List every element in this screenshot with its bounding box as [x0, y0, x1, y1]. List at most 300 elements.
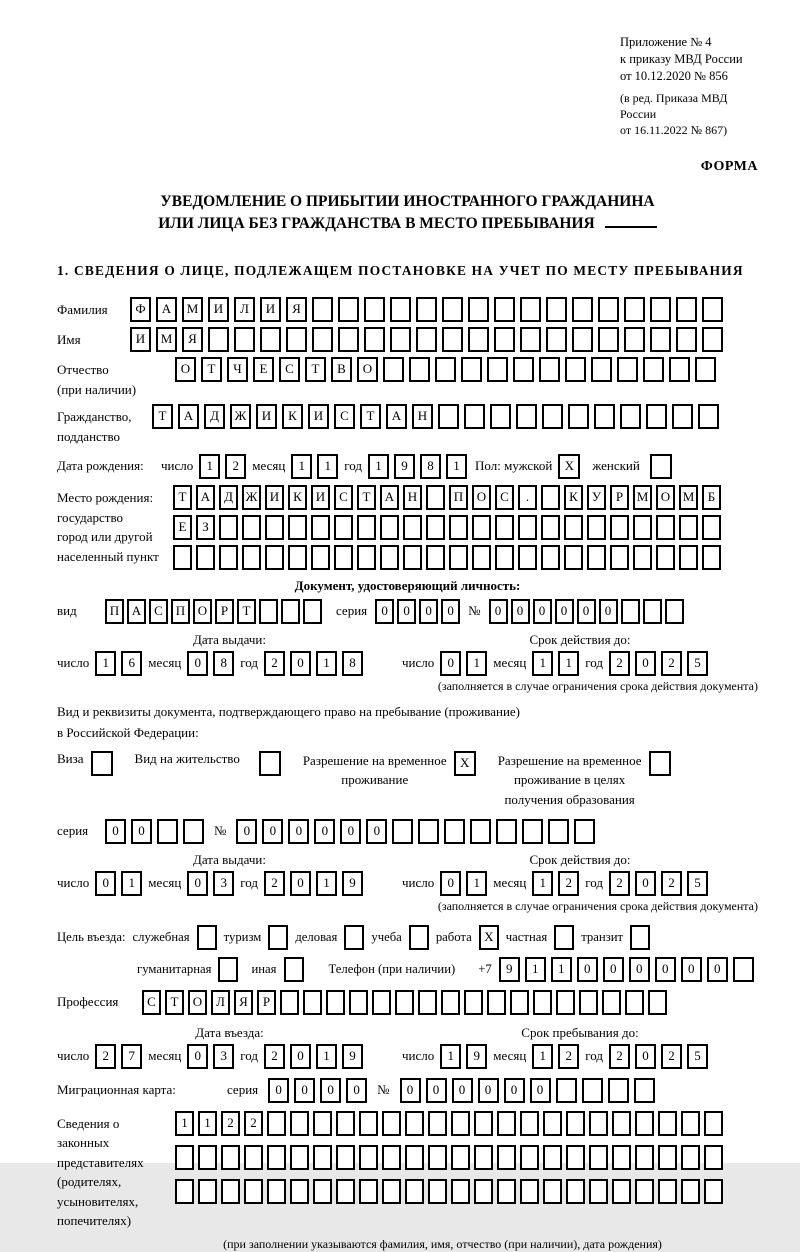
form-cell[interactable]: [518, 515, 537, 540]
form-cell[interactable]: 2: [221, 1111, 240, 1136]
form-cell[interactable]: [589, 1179, 608, 1204]
form-cell[interactable]: [426, 545, 445, 570]
form-cell[interactable]: 2: [264, 871, 285, 896]
form-cell[interactable]: 0: [478, 1078, 499, 1103]
form-cell[interactable]: [382, 1145, 401, 1170]
form-cell[interactable]: 0: [95, 871, 116, 896]
form-cell[interactable]: Т: [201, 357, 222, 382]
form-cell[interactable]: [681, 1145, 700, 1170]
form-cell[interactable]: [390, 327, 411, 352]
form-cell[interactable]: [635, 1179, 654, 1204]
form-cell[interactable]: Е: [253, 357, 274, 382]
form-cell[interactable]: 2: [225, 454, 246, 479]
form-cell[interactable]: 0: [397, 599, 416, 624]
form-cell[interactable]: [312, 327, 333, 352]
form-cell[interactable]: 0: [187, 1044, 208, 1069]
form-cell[interactable]: [418, 990, 437, 1015]
form-cell[interactable]: [624, 297, 645, 322]
form-cell[interactable]: А: [386, 404, 407, 429]
form-cell[interactable]: 0: [290, 1044, 311, 1069]
residence-valid-year-cells[interactable]: [609, 871, 708, 896]
form-cell[interactable]: [312, 297, 333, 322]
form-cell[interactable]: [219, 545, 238, 570]
form-cell[interactable]: А: [178, 404, 199, 429]
form-cell[interactable]: [589, 1111, 608, 1136]
form-cell[interactable]: 1: [446, 454, 467, 479]
form-cell[interactable]: [543, 1111, 562, 1136]
form-cell[interactable]: 0: [603, 957, 624, 982]
form-cell[interactable]: [566, 1145, 585, 1170]
form-cell[interactable]: 0: [440, 871, 461, 896]
form-cell[interactable]: [543, 1145, 562, 1170]
form-cell[interactable]: [416, 327, 437, 352]
form-cell[interactable]: [494, 297, 515, 322]
form-cell[interactable]: [676, 297, 697, 322]
form-cell[interactable]: [494, 327, 515, 352]
form-cell[interactable]: [219, 515, 238, 540]
sex-female-checkbox[interactable]: [650, 454, 672, 479]
form-cell[interactable]: 1: [466, 871, 487, 896]
form-cell[interactable]: [435, 357, 456, 382]
form-cell[interactable]: [326, 990, 345, 1015]
form-cell[interactable]: 0: [577, 599, 596, 624]
form-cell[interactable]: О: [188, 990, 207, 1015]
form-cell[interactable]: 2: [609, 651, 630, 676]
form-cell[interactable]: [546, 327, 567, 352]
form-cell[interactable]: 0: [375, 599, 394, 624]
form-cell[interactable]: [702, 297, 723, 322]
form-cell[interactable]: [244, 1179, 263, 1204]
form-cell[interactable]: [444, 819, 465, 844]
form-cell[interactable]: [624, 327, 645, 352]
form-cell[interactable]: [634, 1078, 655, 1103]
form-cell[interactable]: [267, 1111, 286, 1136]
form-cell[interactable]: [582, 1078, 603, 1103]
form-cell[interactable]: [265, 515, 284, 540]
form-cell[interactable]: 1: [551, 957, 572, 982]
birthdate-day-cells[interactable]: [199, 454, 246, 479]
form-cell[interactable]: У: [587, 485, 606, 510]
form-cell[interactable]: [474, 1179, 493, 1204]
form-cell[interactable]: П: [105, 599, 124, 624]
stay-day-cells[interactable]: [440, 1044, 487, 1069]
form-cell[interactable]: 1: [316, 651, 337, 676]
form-cell[interactable]: [383, 357, 404, 382]
phone-cells[interactable]: [499, 957, 754, 982]
form-cell[interactable]: [359, 1145, 378, 1170]
form-cell[interactable]: 3: [213, 1044, 234, 1069]
form-cell[interactable]: [543, 1179, 562, 1204]
form-cell[interactable]: Е: [173, 515, 192, 540]
form-cell[interactable]: [472, 545, 491, 570]
form-cell[interactable]: [390, 297, 411, 322]
purpose-official-checkbox[interactable]: [197, 925, 217, 950]
form-cell[interactable]: 8: [342, 651, 363, 676]
form-cell[interactable]: [464, 990, 483, 1015]
form-cell[interactable]: С: [149, 599, 168, 624]
form-cell[interactable]: [579, 990, 598, 1015]
form-cell[interactable]: 1: [558, 651, 579, 676]
entry-year-cells[interactable]: [264, 1044, 363, 1069]
birthdate-month-cells[interactable]: [291, 454, 338, 479]
form-cell[interactable]: [336, 1111, 355, 1136]
form-cell[interactable]: [405, 1145, 424, 1170]
form-cell[interactable]: 3: [213, 871, 234, 896]
form-cell[interactable]: 0: [635, 871, 656, 896]
form-cell[interactable]: [681, 1111, 700, 1136]
purpose-private-checkbox[interactable]: [554, 925, 574, 950]
form-cell[interactable]: [520, 1111, 539, 1136]
form-cell[interactable]: [198, 1179, 217, 1204]
form-cell[interactable]: [259, 599, 278, 624]
form-cell[interactable]: [679, 545, 698, 570]
residence-permit-checkbox[interactable]: [259, 751, 281, 776]
form-cell[interactable]: [451, 1111, 470, 1136]
form-cell[interactable]: [303, 990, 322, 1015]
form-cell[interactable]: [522, 819, 543, 844]
doc-valid-year-cells[interactable]: [609, 651, 708, 676]
purpose-tourism-checkbox[interactable]: [268, 925, 288, 950]
form-cell[interactable]: О: [193, 599, 212, 624]
form-cell[interactable]: Т: [360, 404, 381, 429]
form-cell[interactable]: 0: [294, 1078, 315, 1103]
form-cell[interactable]: [556, 1078, 577, 1103]
form-cell[interactable]: [704, 1179, 723, 1204]
form-cell[interactable]: [612, 1179, 631, 1204]
form-cell[interactable]: 1: [291, 454, 312, 479]
form-cell[interactable]: А: [380, 485, 399, 510]
form-cell[interactable]: Д: [219, 485, 238, 510]
form-cell[interactable]: [288, 545, 307, 570]
form-cell[interactable]: [598, 297, 619, 322]
form-cell[interactable]: С: [495, 485, 514, 510]
residence-issue-year-cells[interactable]: [264, 871, 363, 896]
form-cell[interactable]: [679, 515, 698, 540]
form-cell[interactable]: [242, 515, 261, 540]
form-cell[interactable]: 1: [532, 871, 553, 896]
form-cell[interactable]: [313, 1111, 332, 1136]
form-cell[interactable]: [633, 515, 652, 540]
form-cell[interactable]: М: [633, 485, 652, 510]
form-cell[interactable]: 0: [655, 957, 676, 982]
form-cell[interactable]: [650, 327, 671, 352]
form-cell[interactable]: 0: [635, 1044, 656, 1069]
form-cell[interactable]: И: [260, 297, 281, 322]
form-cell[interactable]: 0: [187, 871, 208, 896]
form-cell[interactable]: [656, 545, 675, 570]
form-cell[interactable]: [357, 545, 376, 570]
form-cell[interactable]: И: [256, 404, 277, 429]
purpose-business-checkbox[interactable]: [344, 925, 364, 950]
form-cell[interactable]: [643, 599, 662, 624]
form-cell[interactable]: [572, 297, 593, 322]
form-cell[interactable]: 1: [466, 651, 487, 676]
form-cell[interactable]: 0: [346, 1078, 367, 1103]
stay-month-cells[interactable]: [532, 1044, 579, 1069]
form-cell[interactable]: [313, 1179, 332, 1204]
form-cell[interactable]: [566, 1179, 585, 1204]
form-cell[interactable]: [221, 1145, 240, 1170]
form-cell[interactable]: Л: [211, 990, 230, 1015]
form-cell[interactable]: 0: [504, 1078, 525, 1103]
form-cell[interactable]: 1: [532, 1044, 553, 1069]
form-cell[interactable]: 0: [288, 819, 309, 844]
form-cell[interactable]: [196, 545, 215, 570]
form-cell[interactable]: 1: [95, 651, 116, 676]
form-cell[interactable]: 0: [131, 819, 152, 844]
form-cell[interactable]: [267, 1179, 286, 1204]
form-cell[interactable]: О: [175, 357, 196, 382]
form-cell[interactable]: [587, 545, 606, 570]
birthplace-row2-cells[interactable]: [173, 515, 721, 540]
form-cell[interactable]: [650, 297, 671, 322]
form-cell[interactable]: Р: [610, 485, 629, 510]
form-cell[interactable]: [336, 1145, 355, 1170]
form-cell[interactable]: [338, 297, 359, 322]
form-cell[interactable]: [405, 1179, 424, 1204]
form-cell[interactable]: [244, 1145, 263, 1170]
form-cell[interactable]: [334, 515, 353, 540]
form-cell[interactable]: [451, 1179, 470, 1204]
form-cell[interactable]: 0: [489, 599, 508, 624]
form-cell[interactable]: 2: [264, 651, 285, 676]
residence-number-cells[interactable]: [236, 819, 595, 844]
form-cell[interactable]: [702, 545, 721, 570]
form-cell[interactable]: 1: [532, 651, 553, 676]
form-cell[interactable]: 0: [105, 819, 126, 844]
purpose-study-checkbox[interactable]: [409, 925, 429, 950]
form-cell[interactable]: [349, 990, 368, 1015]
form-cell[interactable]: [497, 1111, 516, 1136]
form-cell[interactable]: [568, 404, 589, 429]
form-cell[interactable]: [520, 297, 541, 322]
form-cell[interactable]: 0: [533, 599, 552, 624]
form-cell[interactable]: [364, 327, 385, 352]
form-cell[interactable]: [157, 819, 178, 844]
form-cell[interactable]: 0: [268, 1078, 289, 1103]
citizenship-cells[interactable]: [152, 404, 719, 429]
form-cell[interactable]: 0: [629, 957, 650, 982]
form-cell[interactable]: [648, 990, 667, 1015]
migration-series-cells[interactable]: [268, 1078, 367, 1103]
form-cell[interactable]: [704, 1145, 723, 1170]
form-cell[interactable]: [474, 1111, 493, 1136]
form-cell[interactable]: Н: [412, 404, 433, 429]
form-cell[interactable]: [288, 515, 307, 540]
form-cell[interactable]: [290, 1145, 309, 1170]
purpose-work-checkbox[interactable]: X: [479, 925, 499, 950]
residence-issue-month-cells[interactable]: [187, 871, 234, 896]
form-cell[interactable]: [260, 327, 281, 352]
form-cell[interactable]: 8: [420, 454, 441, 479]
form-cell[interactable]: [303, 599, 322, 624]
form-cell[interactable]: [409, 357, 430, 382]
form-cell[interactable]: [610, 515, 629, 540]
form-cell[interactable]: [428, 1111, 447, 1136]
form-cell[interactable]: 9: [499, 957, 520, 982]
form-cell[interactable]: 9: [342, 871, 363, 896]
form-cell[interactable]: Т: [357, 485, 376, 510]
form-cell[interactable]: [635, 1145, 654, 1170]
form-cell[interactable]: [468, 327, 489, 352]
form-cell[interactable]: Д: [204, 404, 225, 429]
form-cell[interactable]: А: [156, 297, 177, 322]
form-cell[interactable]: [265, 545, 284, 570]
form-cell[interactable]: [395, 990, 414, 1015]
form-cell[interactable]: [695, 357, 716, 382]
form-cell[interactable]: [281, 599, 300, 624]
form-cell[interactable]: Н: [403, 485, 422, 510]
form-cell[interactable]: М: [156, 327, 177, 352]
form-cell[interactable]: [442, 327, 463, 352]
representatives-row2-cells[interactable]: [175, 1145, 723, 1170]
form-cell[interactable]: [474, 1145, 493, 1170]
form-cell[interactable]: [591, 357, 612, 382]
form-cell[interactable]: 7: [121, 1044, 142, 1069]
form-cell[interactable]: 0: [635, 651, 656, 676]
form-cell[interactable]: Ж: [230, 404, 251, 429]
form-cell[interactable]: 0: [262, 819, 283, 844]
form-cell[interactable]: [338, 327, 359, 352]
form-cell[interactable]: [656, 515, 675, 540]
form-cell[interactable]: [357, 515, 376, 540]
form-cell[interactable]: И: [265, 485, 284, 510]
form-cell[interactable]: [625, 990, 644, 1015]
form-cell[interactable]: [541, 515, 560, 540]
form-cell[interactable]: [286, 327, 307, 352]
form-cell[interactable]: 2: [244, 1111, 263, 1136]
purpose-transit-checkbox[interactable]: [630, 925, 650, 950]
form-cell[interactable]: [392, 819, 413, 844]
form-cell[interactable]: [242, 545, 261, 570]
form-cell[interactable]: [566, 1111, 585, 1136]
form-cell[interactable]: [183, 819, 204, 844]
form-cell[interactable]: [461, 357, 482, 382]
form-cell[interactable]: [336, 1179, 355, 1204]
form-cell[interactable]: К: [282, 404, 303, 429]
residence-series-cells[interactable]: [105, 819, 204, 844]
form-cell[interactable]: 0: [290, 871, 311, 896]
form-cell[interactable]: [516, 404, 537, 429]
form-cell[interactable]: 6: [121, 651, 142, 676]
form-cell[interactable]: 0: [236, 819, 257, 844]
form-cell[interactable]: [548, 819, 569, 844]
form-cell[interactable]: [451, 1145, 470, 1170]
form-cell[interactable]: [198, 1145, 217, 1170]
form-cell[interactable]: [173, 545, 192, 570]
form-cell[interactable]: [541, 545, 560, 570]
form-cell[interactable]: [495, 515, 514, 540]
form-cell[interactable]: [587, 515, 606, 540]
form-cell[interactable]: [620, 404, 641, 429]
form-cell[interactable]: 0: [290, 651, 311, 676]
form-cell[interactable]: 0: [340, 819, 361, 844]
form-cell[interactable]: 0: [530, 1078, 551, 1103]
form-cell[interactable]: 9: [342, 1044, 363, 1069]
form-cell[interactable]: П: [449, 485, 468, 510]
form-cell[interactable]: 0: [441, 599, 460, 624]
doc-type-cells[interactable]: [105, 599, 322, 624]
form-cell[interactable]: [267, 1145, 286, 1170]
form-cell[interactable]: [416, 297, 437, 322]
sex-male-checkbox[interactable]: X: [558, 454, 580, 479]
form-cell[interactable]: [497, 1179, 516, 1204]
form-cell[interactable]: [565, 357, 586, 382]
form-cell[interactable]: П: [171, 599, 190, 624]
form-cell[interactable]: Т: [237, 599, 256, 624]
form-cell[interactable]: [487, 990, 506, 1015]
form-cell[interactable]: 5: [687, 651, 708, 676]
form-cell[interactable]: Л: [234, 297, 255, 322]
form-cell[interactable]: [541, 485, 560, 510]
form-cell[interactable]: [334, 545, 353, 570]
form-cell[interactable]: [380, 545, 399, 570]
form-cell[interactable]: Ж: [242, 485, 261, 510]
form-cell[interactable]: [658, 1111, 677, 1136]
doc-valid-month-cells[interactable]: [532, 651, 579, 676]
form-cell[interactable]: [380, 515, 399, 540]
form-cell[interactable]: 2: [95, 1044, 116, 1069]
form-cell[interactable]: 8: [213, 651, 234, 676]
form-cell[interactable]: 1: [368, 454, 389, 479]
migration-number-cells[interactable]: [400, 1078, 655, 1103]
birthplace-row1-cells[interactable]: [173, 485, 721, 510]
form-cell[interactable]: [635, 1111, 654, 1136]
form-cell[interactable]: [221, 1179, 240, 1204]
visa-checkbox[interactable]: [91, 751, 113, 776]
representatives-row3-cells[interactable]: [175, 1179, 723, 1204]
form-cell[interactable]: [646, 404, 667, 429]
form-cell[interactable]: Б: [702, 485, 721, 510]
purpose-other-checkbox[interactable]: [284, 957, 304, 982]
form-cell[interactable]: [643, 357, 664, 382]
form-cell[interactable]: [633, 545, 652, 570]
form-cell[interactable]: 0: [511, 599, 530, 624]
form-cell[interactable]: [490, 404, 511, 429]
form-cell[interactable]: [533, 990, 552, 1015]
form-cell[interactable]: [658, 1179, 677, 1204]
form-cell[interactable]: .: [518, 485, 537, 510]
form-cell[interactable]: 1: [316, 871, 337, 896]
doc-issue-day-cells[interactable]: [95, 651, 142, 676]
form-cell[interactable]: 1: [198, 1111, 217, 1136]
form-cell[interactable]: С: [142, 990, 161, 1015]
form-cell[interactable]: [589, 1145, 608, 1170]
form-cell[interactable]: 5: [687, 1044, 708, 1069]
purpose-humanitarian-checkbox[interactable]: [218, 957, 238, 982]
form-cell[interactable]: С: [279, 357, 300, 382]
form-cell[interactable]: [539, 357, 560, 382]
form-cell[interactable]: [704, 1111, 723, 1136]
form-cell[interactable]: [676, 327, 697, 352]
form-cell[interactable]: 1: [121, 871, 142, 896]
form-cell[interactable]: 0: [555, 599, 574, 624]
form-cell[interactable]: [311, 515, 330, 540]
form-cell[interactable]: А: [127, 599, 146, 624]
form-cell[interactable]: 0: [577, 957, 598, 982]
form-cell[interactable]: 2: [609, 1044, 630, 1069]
form-cell[interactable]: З: [196, 515, 215, 540]
form-cell[interactable]: К: [288, 485, 307, 510]
form-cell[interactable]: [520, 1179, 539, 1204]
form-cell[interactable]: [608, 1078, 629, 1103]
temp-residence-checkbox[interactable]: X: [454, 751, 476, 776]
form-cell[interactable]: М: [182, 297, 203, 322]
form-cell[interactable]: [556, 990, 575, 1015]
form-cell[interactable]: [564, 515, 583, 540]
form-cell[interactable]: [372, 990, 391, 1015]
doc-issue-month-cells[interactable]: [187, 651, 234, 676]
